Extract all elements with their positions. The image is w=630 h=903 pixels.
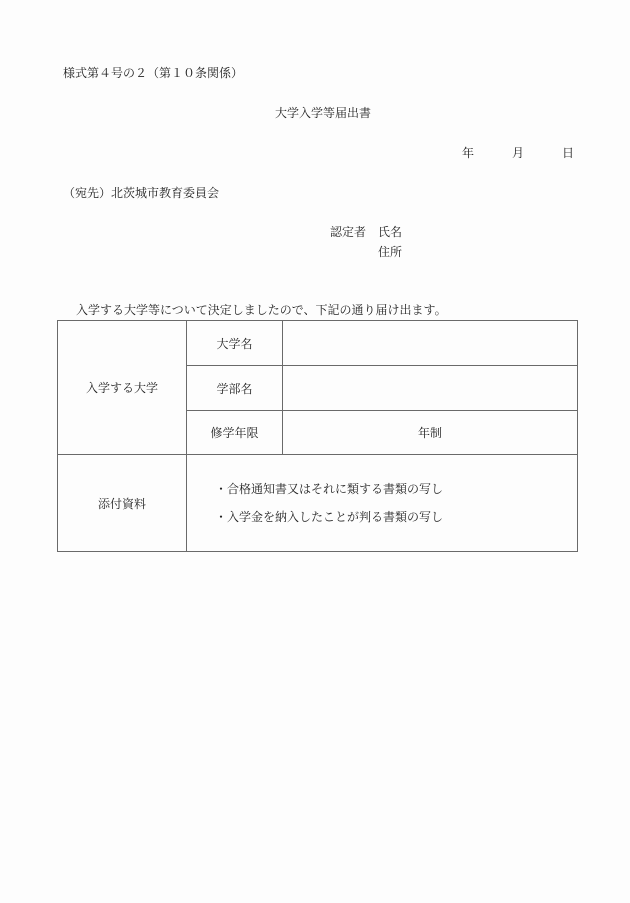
applicant-name-label: 氏名	[378, 225, 403, 239]
date-month-label: 月	[512, 146, 525, 160]
study-years-label: 修学年限	[187, 411, 283, 455]
notification-form-table	[57, 320, 578, 552]
attachments-section-label: 添付資料	[58, 455, 187, 552]
attachment-item: ・入学金を納入したことが判る書類の写し	[215, 510, 444, 524]
date-year-label: 年	[462, 146, 475, 160]
applicant-address-label: 住所	[378, 245, 403, 259]
attachment-item: ・合格通知書又はそれに類する書類の写し	[215, 482, 444, 496]
study-years-field[interactable]: 年制	[283, 411, 578, 455]
addressee: （宛先）北茨城市教育委員会	[63, 186, 220, 200]
date-day-label: 日	[562, 146, 575, 160]
intro-text: 入学する大学等について決定しましたので、下記の通り届け出ます。	[76, 303, 447, 317]
document-title: 大学入学等届出書	[275, 106, 372, 120]
table-row	[58, 455, 578, 552]
table-row	[58, 321, 578, 366]
attachments-list	[187, 455, 578, 552]
form-number: 様式第４号の２（第１０条関係）	[63, 66, 244, 80]
university-section-label: 入学する大学	[58, 321, 187, 455]
faculty-name-field[interactable]	[283, 366, 578, 411]
applicant-label: 認定者	[330, 225, 367, 239]
faculty-name-label: 学部名	[187, 366, 283, 411]
university-name-field[interactable]	[283, 321, 578, 366]
university-name-label: 大学名	[187, 321, 283, 366]
